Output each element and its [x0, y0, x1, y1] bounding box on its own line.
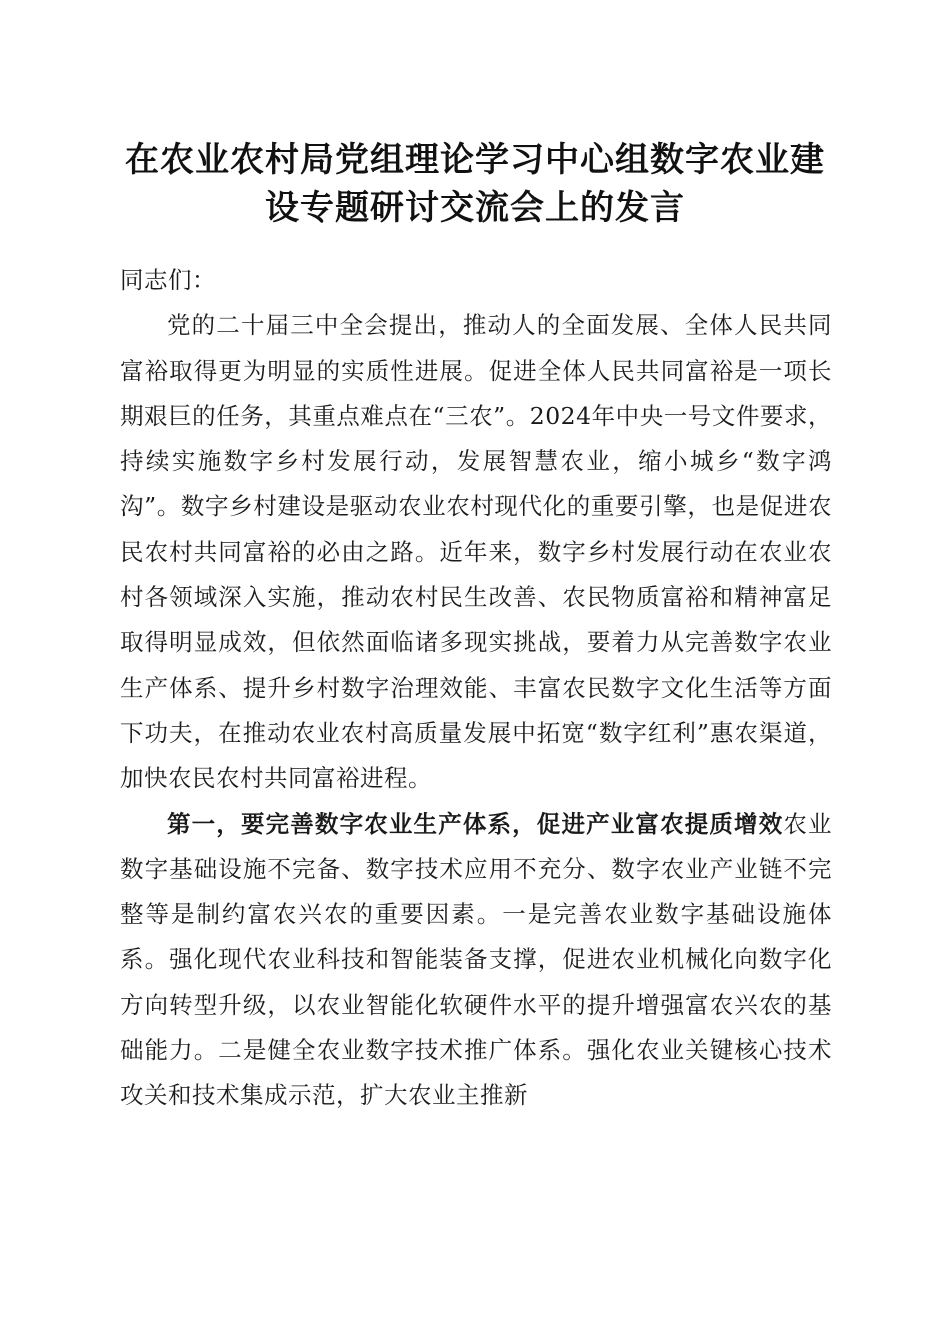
salutation: 同志们： — [120, 266, 216, 294]
section-1-heading: 第一，要完善数字农业生产体系，促进产业富农提质增效 — [167, 809, 784, 838]
document-title: 在农业农村局党组理论学习中心组数字农业建设专题研讨交流会上的发言 — [125, 140, 825, 228]
paragraph-intro: 党的二十届三中全会提出，推动人的全面发展、全体人民共同富裕取得更为明显的实质性进展。促进全体人民共同富裕是一项长期艰巨的任务，其重点难点在“三农”。2024年中央一号文件要求，持续实施数字乡村发展行动，发展智慧农业，缩小城乡“数字鸿沟”。数字乡村建设是驱动农业农村现代化的重要引擎，也是促进农民农村共同富裕的必由之路。近年来，数字乡村发展行动在农业农村各领域深入实施，推动农村民生改善、农民物质富裕和精神富足取得明显成效，但依然面临诸多现实挑战，要着力从完善数字农业生产体系、提升乡村数字治理效能、丰富农民数字文化生活等方面下功夫，在推动农业农村高质量发展中拓宽“数字红利”惠农渠道，加快农民农村共同富裕进程。 — [120, 311, 832, 793]
section-1-text: 农业数字基础设施不完备、数字技术应用不充分、数字农业产业链不完整等是制约富农兴农的重要因素。一是完善农业数字基础设施体系。强化现代农业科技和智能装备支撑，促进农业机械化向数字化方向转型升级，以农业智能化软硬件水平的提升增强富农兴农的基础能力。二是健全农业数字技术推广体系。强化农业关键核心技术攻关和技术集成示范，扩大农业主推新 — [120, 809, 833, 1110]
paragraph-section-1 — [120, 802, 832, 1119]
document-body — [120, 258, 832, 1119]
